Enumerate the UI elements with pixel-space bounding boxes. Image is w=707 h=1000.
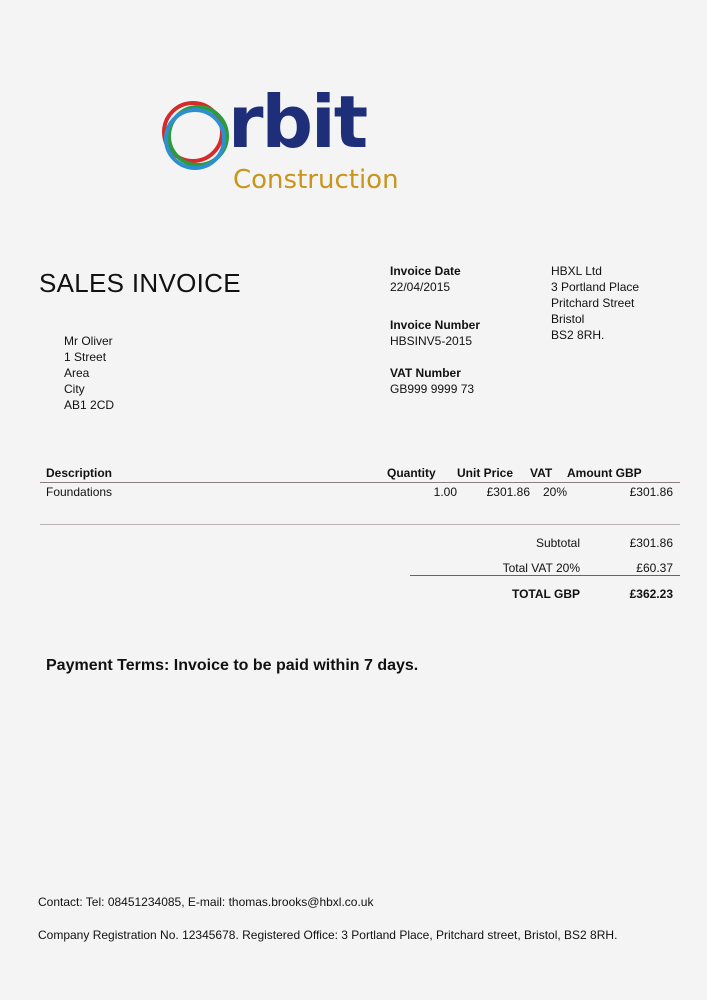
company-logo-rings (156, 92, 236, 176)
row-vat: 20% (542, 485, 567, 499)
customer-postcode: AB1 2CD (64, 398, 115, 412)
footer-contact: Contact: Tel: 08451234085, E-mail: thomas.brooks@hbxl.co.uk (38, 895, 374, 909)
row-amount: £301.86 (629, 485, 673, 499)
customer-name: Mr Oliver (64, 334, 113, 348)
col-quantity: Quantity (387, 466, 457, 483)
subtotal-label: Subtotal (535, 536, 580, 550)
company-postcode: BS2 8RH. (551, 328, 605, 342)
table-row (40, 483, 680, 502)
row-quantity: 1.00 (433, 485, 457, 499)
company-address (551, 263, 639, 343)
row-unit-price: £301.86 (486, 485, 530, 499)
footer-registration: Company Registration No. 12345678. Registered Office: 3 Portland Place, Pritchard street, Bristol, BS2 8RH. (38, 928, 618, 942)
logo-wordmark: rbit (228, 80, 367, 164)
customer-street: 1 Street (64, 350, 107, 364)
company-city: Bristol (551, 312, 585, 326)
line-items-table (40, 466, 680, 501)
company-street: 3 Portland Place (551, 280, 640, 294)
customer-area: Area (64, 366, 90, 380)
company-name: HBXL Ltd (551, 264, 602, 278)
vat-number-value: GB999 9999 73 (390, 382, 475, 396)
grand-total-label: TOTAL GBP (511, 587, 580, 601)
invoice-number-value: HBSINV5-2015 (390, 334, 473, 348)
payment-terms: Payment Terms: Invoice to be paid within 7 days. (46, 657, 419, 674)
col-description: Description (40, 466, 387, 483)
page-title: SALES INVOICE (39, 268, 241, 298)
total-vat-value: £60.37 (636, 561, 673, 575)
customer-city: City (64, 382, 85, 396)
company-street-2: Pritchard Street (551, 296, 635, 310)
row-description: Foundations (46, 485, 113, 499)
table-end-divider (40, 524, 680, 525)
subtotal-value: £301.86 (629, 536, 673, 550)
vat-number-label: VAT Number (390, 366, 461, 380)
customer-address (64, 333, 114, 413)
col-amount: Amount GBP (567, 466, 680, 483)
grand-total-value: £362.23 (629, 587, 673, 601)
totals-divider (410, 575, 680, 576)
invoice-date-label: Invoice Date (390, 264, 461, 278)
col-unit-price: Unit Price (457, 466, 530, 483)
invoice-date-value: 22/04/2015 (390, 280, 451, 294)
logo-subtitle: Construction (233, 165, 399, 195)
invoice-number-label: Invoice Number (390, 318, 481, 332)
total-vat-label: Total VAT 20% (502, 561, 580, 575)
col-vat: VAT (530, 466, 567, 483)
table-header-row (40, 466, 680, 483)
